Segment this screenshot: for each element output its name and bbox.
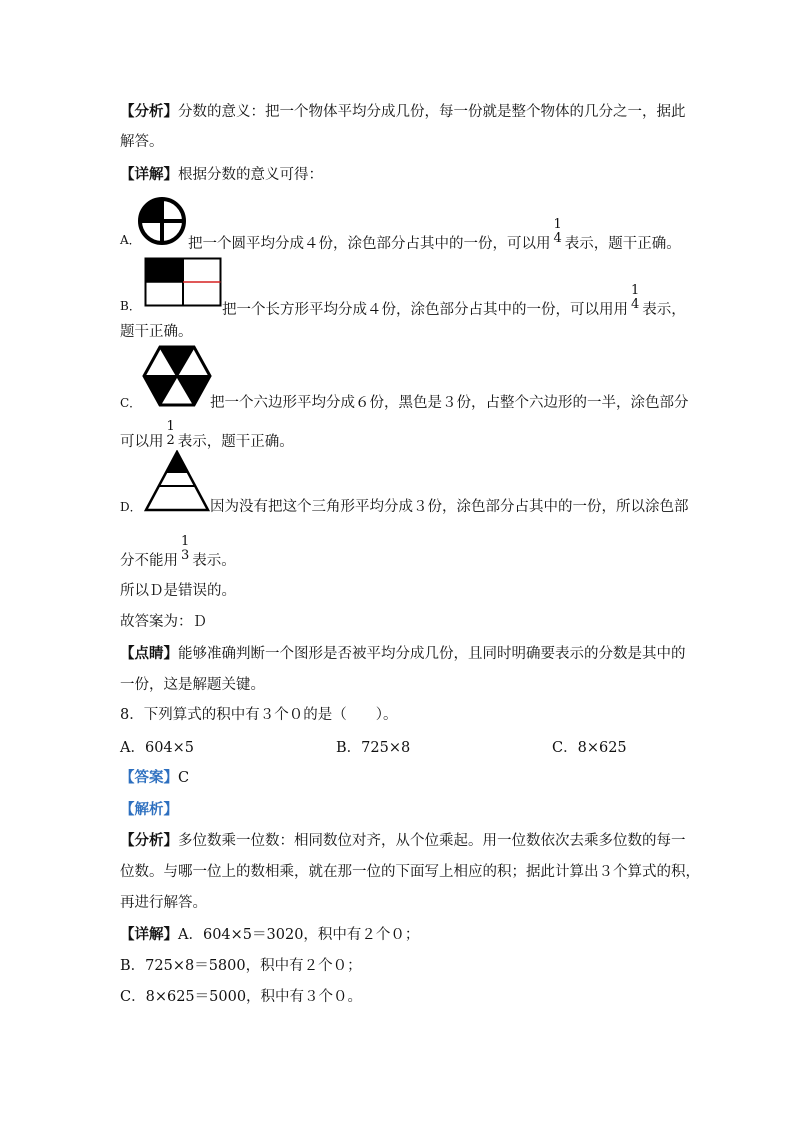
- option-b-line2: 题干正确。: [120, 324, 193, 340]
- option-d-line2-after: 表示。: [192, 553, 236, 569]
- fraction-one-half: [166, 420, 176, 448]
- detail-text: 根据分数的意义可得：: [178, 167, 323, 183]
- fraction-denominator: 4: [553, 231, 562, 246]
- option-d-line2: [120, 534, 236, 575]
- option-c-line2-before: 可以用: [120, 434, 164, 450]
- analysis-paragraph: [120, 102, 686, 122]
- fraction-one-quarter: [630, 284, 640, 312]
- fraction-numerator: 1: [553, 217, 562, 232]
- fraction-numerator: 1: [181, 534, 190, 549]
- circle-quarters-figure: [136, 195, 188, 247]
- q8-analysis-text-2: 位数。与哪一位上的数相乘，就在那一位的下面写上相应的积；据此计算出３个算式的积，: [120, 864, 700, 880]
- option-b-letter: B．: [120, 299, 141, 313]
- option-d-letter: D．: [120, 500, 142, 514]
- fraction-one-third: [180, 535, 190, 563]
- rectangle-quarters-figure: [144, 257, 222, 307]
- fraction-denominator: 2: [166, 433, 175, 448]
- q8-detail-tag: 【详解】: [120, 926, 178, 943]
- option-d-line2-before: 分不能用: [120, 553, 178, 569]
- question-8-option-c: C．8×625: [552, 740, 627, 756]
- detail-tag: 【详解】: [120, 166, 178, 183]
- answer-tag: 【答案】: [120, 769, 178, 786]
- triangle-unequal-parts-figure: [144, 450, 210, 512]
- q8-analysis-text-3: 再进行解答。: [120, 895, 207, 911]
- q8-analysis-paragraph: [120, 831, 686, 851]
- question-8-option-a: A．604×5: [120, 740, 195, 756]
- q8-analysis-text-1: 多位数乘一位数：相同数位对齐，从个位乘起。用一位数依次去乘多位数的每一: [178, 833, 686, 849]
- option-a-letter: A．: [120, 233, 141, 247]
- analysis-text-2: 解答。: [120, 134, 164, 150]
- fraction-numerator: 1: [631, 283, 640, 298]
- question-8-stem: 8．下列算式的积中有３个０的是（ ）。: [120, 707, 398, 723]
- option-b-text-before: 把一个长方形平均分成４份，涂色部分占其中的一份，可以用用: [222, 302, 628, 318]
- comment-paragraph: [120, 644, 686, 664]
- hexagon-sixths-figure: [142, 345, 212, 407]
- option-a-text-after: 表示，题干正确。: [564, 236, 681, 252]
- analysis-text-1: 分数的意义：把一个物体平均分成几份，每一份就是整个物体的几分之一，据此: [178, 104, 686, 120]
- q8-detail-paragraph: [120, 925, 419, 945]
- option-d-text: 因为没有把这个三角形平均分成３份，涂色部分占其中的一份，所以涂色部: [210, 499, 689, 515]
- q8-analysis-tag: 【分析】: [120, 832, 178, 849]
- option-a-text: [188, 217, 681, 258]
- detail-paragraph: [120, 165, 323, 185]
- analysis-tag: 【分析】: [120, 103, 178, 120]
- q8-detail-c: C．8×625＝5000，积中有３个０。: [120, 989, 363, 1005]
- comment-text-1: 能够准确判断一个图形是否被平均分成几份，且同时明确要表示的分数是其中的: [178, 646, 686, 662]
- answer-line: 故答案为：Ｄ: [120, 614, 207, 630]
- question-8-option-b: B．725×8: [336, 740, 411, 756]
- comment-tag: 【点睛】: [120, 645, 178, 662]
- option-a-text-before: 把一个圆平均分成４份，涂色部分占其中的一份，可以用: [188, 236, 551, 252]
- explain-tag: 【解析】: [120, 801, 178, 818]
- fraction-denominator: 4: [631, 297, 640, 312]
- option-c-line2-after: 表示，题干正确。: [177, 434, 294, 450]
- option-b-text-after: 表示，: [642, 302, 686, 318]
- question-8-answer: [120, 768, 189, 788]
- fraction-denominator: 3: [181, 548, 190, 563]
- fraction-numerator: 1: [166, 419, 175, 434]
- conclusion-text: 所以Ｄ是错误的。: [120, 583, 236, 599]
- option-c-letter: C．: [120, 396, 142, 410]
- comment-text-2: 一份，这是解题关键。: [120, 677, 265, 693]
- fraction-one-quarter: [553, 218, 563, 246]
- option-b-text: [222, 283, 686, 324]
- q8-detail-a: A．604×5＝3020，积中有２个０；: [178, 927, 420, 943]
- q8-detail-b: B．725×8＝5800，积中有２个０；: [120, 958, 362, 974]
- answer-value: C: [178, 770, 190, 786]
- option-c-text: 把一个六边形平均分成６份，黑色是３份，占整个六边形的一半，涂色部分: [210, 395, 689, 411]
